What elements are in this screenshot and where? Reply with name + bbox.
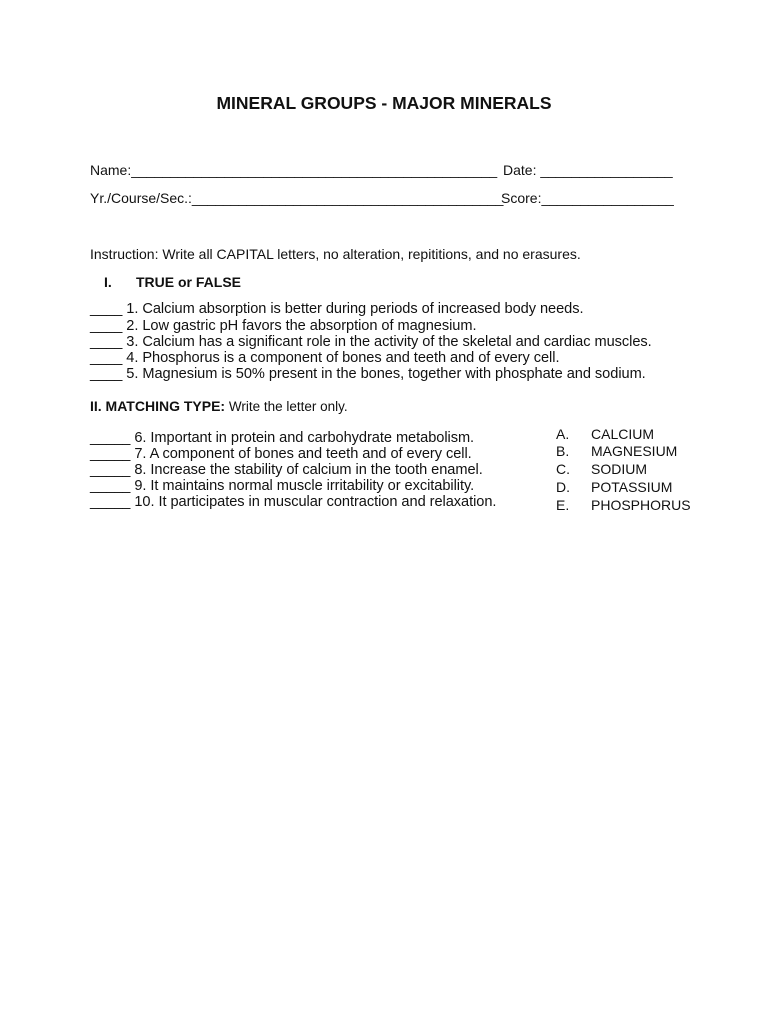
matching-item: _____ 8. Increase the stability of calcium in the tooth enamel. [90,462,483,478]
matching-item: _____ 6. Important in protein and carbohydrate metabolism. [90,430,475,446]
instruction-text: Instruction: Write all CAPITAL letters, no alteration, repititions, and no erasures. [90,246,581,262]
choice-letter: C. [556,461,570,477]
page-title: MINERAL GROUPS - MAJOR MINERALS [216,93,552,113]
tf-item: ____ 2. Low gastric pH favors the absorption of magnesium. [90,318,477,334]
choice-label: POTASSIUM [591,479,673,495]
choice-label: PHOSPHORUS [591,497,691,513]
matching-item: _____ 7. A component of bones and teeth and of every cell. [90,446,472,462]
name-field[interactable]: Name:_______________________________________________ [90,162,498,178]
part1-number: I. [104,274,112,290]
part2-header-line [90,398,348,416]
tf-item: ____ 4. Phosphorus is a component of bones and teeth and of every cell. [90,350,560,366]
part1-heading: TRUE or FALSE [136,274,242,290]
date-field[interactable]: Date: _________________ [503,162,673,178]
choice-label: MAGNESIUM [591,443,678,459]
part2-subtext: Write the letter only. [225,399,348,414]
matching-item: _____ 9. It maintains normal muscle irritability or excitability. [90,478,475,494]
choice-letter: B. [556,443,570,459]
tf-item: ____ 1. Calcium absorption is better during periods of increased body needs. [90,301,584,317]
choice-label: SODIUM [591,461,647,477]
matching-item: _____ 10. It participates in muscular contraction and relaxation. [90,494,497,510]
tf-item: ____ 5. Magnesium is 50% present in the bones, together with phosphate and sodium. [90,366,646,382]
choice-label: CALCIUM [591,426,655,442]
choice-letter: E. [556,497,570,513]
choice-letter: A. [556,426,570,442]
tf-item: ____ 3. Calcium has a significant role in the activity of the skeletal and cardiac muscles. [90,334,652,350]
score-field[interactable]: Score:_________________ [501,190,674,206]
choice-letter: D. [556,479,570,495]
course-field[interactable]: Yr./Course/Sec.:________________________________________ [90,190,504,206]
part2-heading: II. MATCHING TYPE: [90,398,226,414]
